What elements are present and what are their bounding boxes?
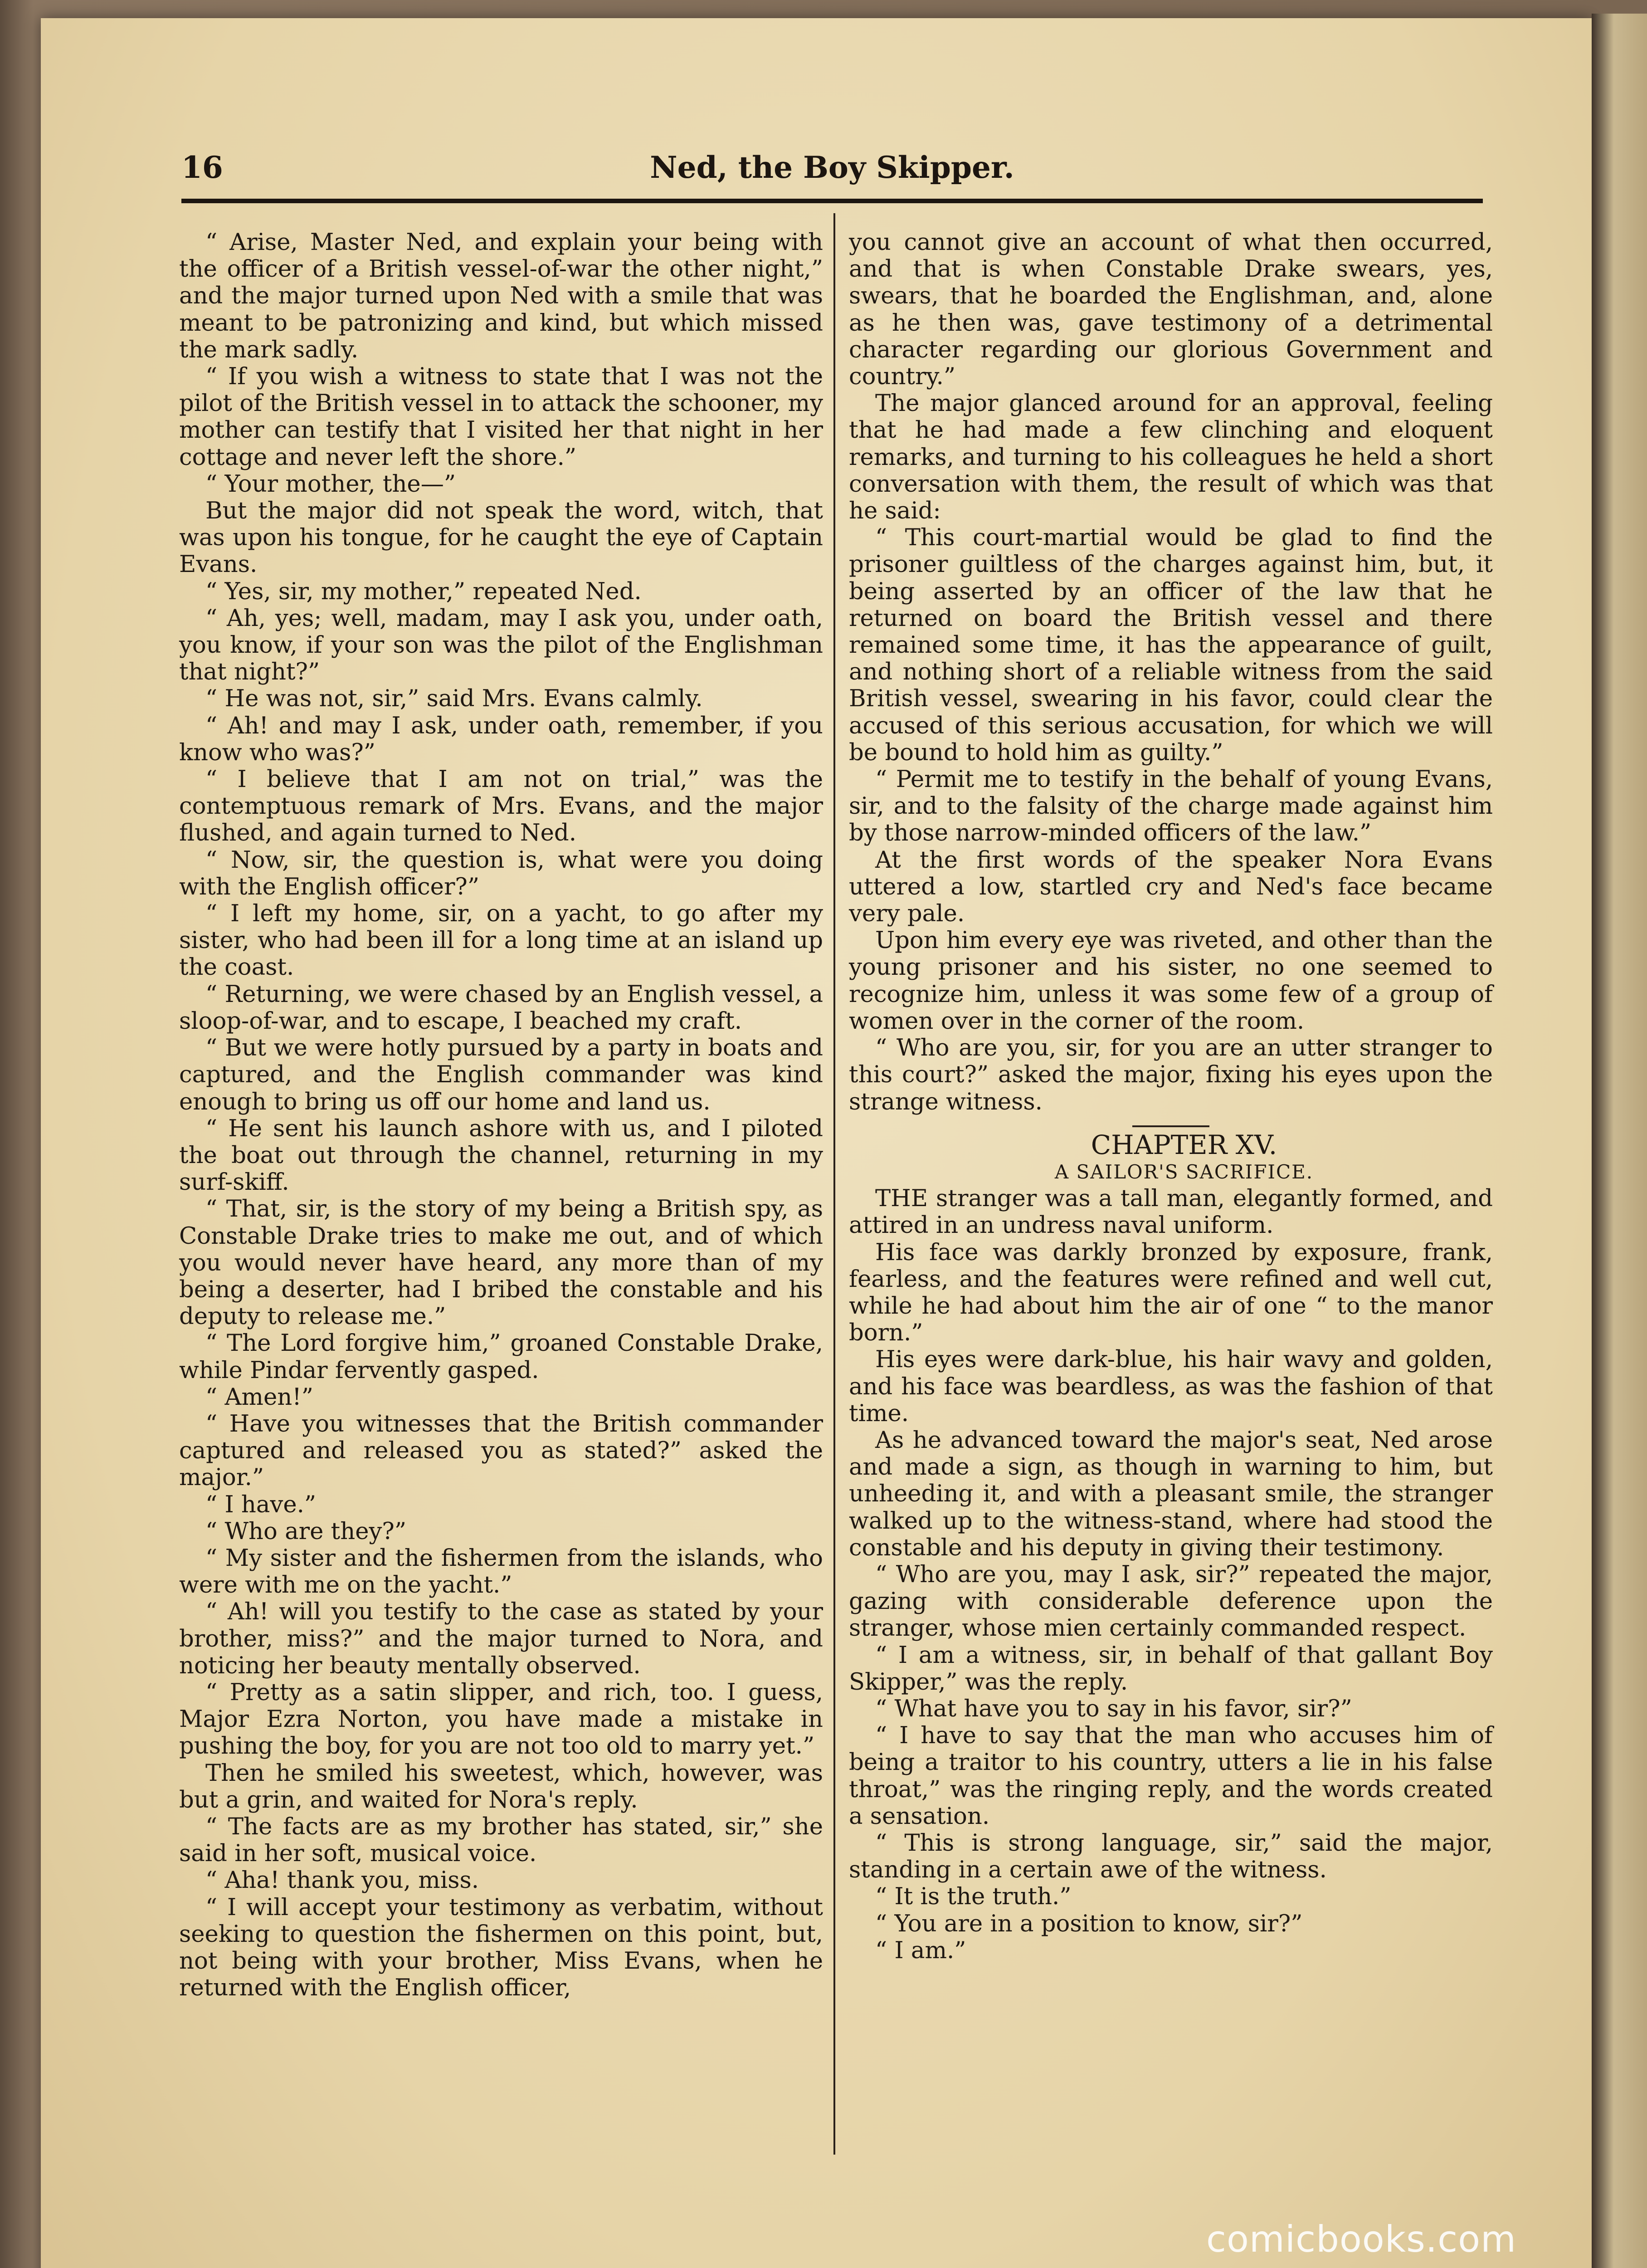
paragraph: “ I left my home, sir, on a yacht, to go after my sister, who had been ill for a long time at an island up the coast. [179, 900, 823, 981]
paragraph: “ He was not, sir,” said Mrs. Evans calmly. [205, 685, 703, 713]
paragraph: “ Ah! and may I ask, under oath, remember, if you know who was?” [179, 712, 823, 766]
paragraph: “ I will accept your testimony as verbatim, without seeking to question the fishermen on this point, but, not being with your brother, Miss Evans, when he returned with the English officer, [179, 1893, 823, 2002]
paragraph: “ He sent his launch ashore with us, and I piloted the boat out through the channel, returning in my surf-skiff. [179, 1114, 823, 1196]
page-header [181, 150, 1483, 191]
paragraph: “ Who are you, sir, for you are an utter stranger to this court?” asked the major, fixing his eyes upon the strange witness. [849, 1034, 1493, 1115]
paragraph: “ But we were hotly pursued by a party in boats and captured, and the English commander was kind enough to bring us off our home and land us. [179, 1034, 823, 1115]
chapter-rule [1132, 1125, 1209, 1127]
paragraph: “ Have you witnesses that the British commander captured and released you as stated?” asked the major.” [179, 1410, 823, 1491]
paragraph: “ The Lord forgive him,” groaned Constable Drake, while Pindar fervently gasped. [179, 1330, 823, 1384]
paragraph: “ Permit me to testify in the behalf of young Evans, sir, and to the falsity of the charge made against him by those narrow-minded officers of the law.” [849, 766, 1493, 847]
paragraph: “ I believe that I am not on trial,” was the contemptuous remark of Mrs. Evans, and the major flushed, and again turned to Ned. [179, 766, 823, 847]
paragraph: Then he smiled his sweetest, which, however, was but a grin, and waited for Nora's reply. [179, 1759, 823, 1813]
paragraph: “ This is strong language, sir,” said the major, standing in a certain awe of the witness. [849, 1829, 1493, 1884]
paragraph: “ Aha! thank you, miss. [205, 1867, 479, 1894]
chapter-title: CHAPTER XV. [1091, 1129, 1277, 1160]
paragraph: “ Returning, we were chased by an English vessel, a sloop-of-war, and to escape, I beached my craft. [179, 980, 823, 1035]
paragraph: “ You are in a position to know, sir?” [875, 1910, 1303, 1937]
paragraph: “ I have.” [205, 1491, 317, 1518]
page-number: 16 [181, 150, 223, 185]
paragraph: The major glanced around for an approval, feeling that he had made a few clinching and eloquent remarks, and turning to his colleagues he held a short conversation with them, the result of which was that he said: [849, 390, 1493, 525]
paragraph: His face was darkly bronzed by exposure, frank, fearless, and the features were refined and well cut, while he had about him the air of one “ to the manor born.” [849, 1238, 1493, 1347]
paragraph: His eyes were dark-blue, his hair wavy and golden, and his face was beardless, as was the fashion of that time. [849, 1346, 1493, 1427]
paragraph: “ If you wish a witness to state that I was not the pilot of the British vessel in to attack the schooner, my mother can testify that I visited her that night in her cottage and never left the shore.” [179, 363, 823, 471]
paragraph: THE stranger was a tall man, elegantly formed, and attired in an undress naval uniform. [849, 1185, 1493, 1239]
paragraph: “ I am.” [875, 1936, 966, 1964]
paragraph: you cannot give an account of what then occurred, and that is when Constable Drake swears, yes, swears, that he boarded the Englishman, and, alone as he then was, gave testimony of a detrimental character regarding our glorious Government and country.” [849, 229, 1493, 391]
page-edge [1592, 14, 1647, 2268]
paragraph: “ My sister and the fishermen from the islands, who were with me on the yacht.” [179, 1544, 823, 1599]
right-column-after-chapter [849, 1185, 1493, 1964]
paragraph: But the major did not speak the word, witch, that was upon his tongue, for he caught the eye of Captain Evans. [179, 497, 823, 578]
chapter-subtitle: A SAILOR'S SACRIFICE. [1054, 1160, 1314, 1183]
paragraph: “ The facts are as my brother has stated, sir,” she said in her soft, musical voice. [179, 1813, 823, 1867]
running-title: Ned, the Boy Skipper. [650, 150, 1014, 185]
paragraph: “ Yes, sir, my mother,” repeated Ned. [205, 577, 642, 605]
header-rule [181, 199, 1483, 203]
left-column [179, 229, 823, 2001]
paragraph: “ I have to say that the man who accuses him of being a traitor to his country, utters a lie in his false throat,” was the ringing reply, and the words created a sensation. [849, 1722, 1493, 1830]
paragraph: “ Your mother, the—” [205, 470, 456, 498]
paragraph: Upon him every eye was riveted, and other than the young prisoner and his sister, no one seemed to recognize him, unless it was some few of a group of women over in the corner of the room. [849, 927, 1493, 1035]
paragraph: “ Amen!” [205, 1383, 313, 1411]
paragraph: “ Who are you, may I ask, sir?” repeated the major, gazing with considerable deference upon the stranger, whose mien certainly commanded respect. [849, 1560, 1493, 1642]
paragraph: “ It is the truth.” [875, 1883, 1072, 1911]
paragraph: As he advanced toward the major's seat, Ned arose and made a sign, as though in warning to him, but unheeding it, and with a pleasant smile, the stranger walked up to the witness-stand, where had stood the constable and his deputy in giving their testimony. [849, 1426, 1493, 1561]
paragraph: “ Arise, Master Ned, and explain your being with the officer of a British vessel-of-war the other night,” and the major turned upon Ned with a smile that was meant to be patronizing and kind, but which missed the mark sadly. [179, 229, 823, 363]
paragraph: At the first words of the speaker Nora Evans uttered a low, startled cry and Ned's face became very pale. [849, 846, 1493, 928]
watermark: comicbooks.com [1206, 2218, 1517, 2260]
paragraph: “ Ah, yes; well, madam, may I ask you, under oath, you know, if your son was the pilot of the Englishman that night?” [179, 604, 823, 686]
paragraph: “ This court-martial would be glad to find the prisoner guiltless of the charges against him, but, it being asserted by an officer of the law that he returned on board the British vessel and there remained some time, it has the appearance of guilt, and nothing short of a reliable witness from the said British vessel, swearing in his favor, could clear the accused of this serious accusation, for which we will be bound to hold him as guilty.” [849, 524, 1493, 766]
column-divider [833, 213, 835, 2155]
right-column-before-chapter [849, 229, 1493, 1115]
paragraph: “ That, sir, is the story of my being a British spy, as Constable Drake tries to make me out, and of which you would never have heard, any more than of my being a deserter, had I bribed the constable and his deputy to release me.” [179, 1195, 823, 1330]
right-column [849, 229, 1493, 1964]
paragraph: “ What have you to say in his favor, sir?” [875, 1695, 1352, 1722]
paragraph: “ I am a witness, sir, in behalf of that gallant Boy Skipper,” was the reply. [849, 1641, 1493, 1696]
paragraph: “ Who are they?” [205, 1517, 407, 1545]
paragraph: “ Now, sir, the question is, what were you doing with the English officer?” [179, 846, 823, 900]
paragraph: “ Ah! will you testify to the case as stated by your brother, miss?” and the major turned to Nora, and noticing her beauty mentally observed. [179, 1598, 823, 1679]
paragraph: “ Pretty as a satin slipper, and rich, too. I guess, Major Ezra Norton, you have made a mistake in pushing the boy, for you are not too old to marry yet.” [179, 1678, 823, 1760]
